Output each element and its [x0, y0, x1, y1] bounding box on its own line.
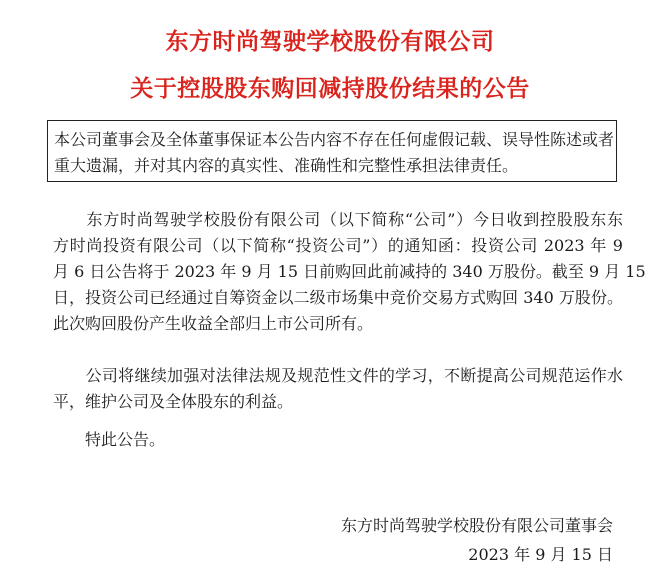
paragraph-line: 公司将继续加强对法律法规及规范性文件的学习，不断提高公司规范运作水 [53, 366, 623, 385]
paragraph-notification [53, 207, 646, 337]
notice-line-1: 本公司董事会及全体董事保证本公告内容不存在任何虚假记载、误导性陈述或者 [54, 130, 615, 149]
paragraph-line: 日，投资公司已经通过自筹资金以二级市场集中竞价交易方式购回 340 万股份。 [53, 288, 623, 307]
paragraph-line: 东方时尚驾驶学校股份有限公司（以下简称“公司”）今日收到控股股东东 [53, 210, 623, 229]
paragraph-line: 方时尚投资有限公司（以下简称“投资公司”）的通知函：投资公司 2023 年 9 [53, 236, 623, 255]
paragraph-line: 平，维护公司及全体股东的利益。 [53, 392, 294, 411]
paragraph-line: 特此公告。 [53, 430, 166, 449]
board-signature: 东方时尚驾驶学校股份有限公司董事会 [340, 516, 613, 535]
announcement-date: 2023 年 9 月 15 日 [468, 545, 613, 564]
announcement-title: 关于控股股东购回减持股份结果的公告 [130, 76, 530, 102]
paragraph-commitment [53, 363, 623, 415]
paragraph-line: 此次购回股份产生收益全部归上市公司所有。 [53, 314, 374, 333]
paragraph-closing [53, 427, 623, 453]
board-guarantee-notice-box [47, 120, 617, 182]
notice-line-2: 重大遗漏，并对其内容的真实性、准确性和完整性承担法律责任。 [54, 156, 519, 175]
paragraph-line: 月 6 日公告将于 2023 年 9 月 15 日前购回此前减持的 340 万股份。截至 9 月 15 [53, 262, 646, 281]
company-title: 东方时尚驾驶学校股份有限公司 [165, 29, 495, 55]
